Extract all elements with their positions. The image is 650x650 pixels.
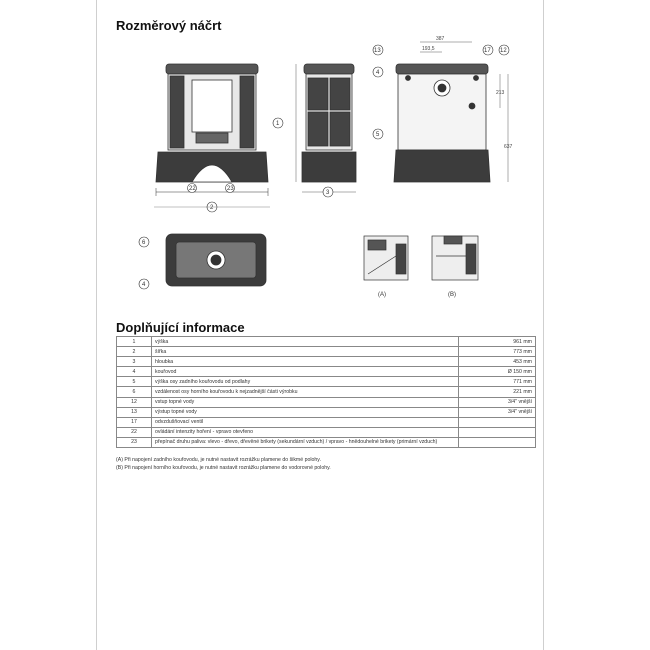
table-cell-value xyxy=(459,437,536,447)
table-cell-num: 3 xyxy=(117,357,152,367)
table-cell-value xyxy=(459,417,536,427)
callout-13-label: 13 xyxy=(374,48,381,54)
table-cell-value: 453 mm xyxy=(459,357,536,367)
table-cell-num: 22 xyxy=(117,427,152,437)
table-cell-desc: výška osy zadního kouřovodu od podlahy xyxy=(152,377,459,387)
dim-637: 637 xyxy=(504,144,513,150)
table-cell-value: 221 mm xyxy=(459,387,536,397)
table-row xyxy=(117,377,536,387)
table-cell-num: 1 xyxy=(117,337,152,347)
table-cell-desc: přepínač druhu paliva: vlevo - dřevo, dřevěné brikety (sekundární vzduch) / vpravo - hnědouhelné brikety (primární vzduch) xyxy=(152,437,459,447)
dim-387: 387 xyxy=(436,36,445,42)
table-cell-value: Ø 150 mm xyxy=(459,367,536,377)
table-cell-desc: hloubka xyxy=(152,357,459,367)
table-cell-num: 2 xyxy=(117,347,152,357)
side-view xyxy=(296,64,356,192)
table-cell-num: 4 xyxy=(117,367,152,377)
table-cell-desc: vzdálenost osy horního kouřovodu k nejzadnější části výrobku xyxy=(152,387,459,397)
table-cell-desc: kouřovod xyxy=(152,367,459,377)
table-cell-num: 23 xyxy=(117,437,152,447)
dim-193: 193,5 xyxy=(422,46,435,52)
table-cell-desc: výstup topné vody xyxy=(152,407,459,417)
table-cell-value: 3/4" vnější xyxy=(459,407,536,417)
table-cell-num: 6 xyxy=(117,387,152,397)
table-cell-desc: vstup topné vody xyxy=(152,397,459,407)
callout-17-label: 17 xyxy=(484,48,491,54)
table-row xyxy=(117,407,536,417)
table-row xyxy=(117,417,536,427)
table-cell-value xyxy=(459,427,536,437)
notes xyxy=(116,456,331,472)
table-cell-value: 3/4" vnější xyxy=(459,397,536,407)
table-row xyxy=(117,387,536,397)
dim-213: 213 xyxy=(496,90,505,96)
front-view xyxy=(156,64,268,196)
dimension-drawings xyxy=(96,30,544,330)
table-cell-value: 961 mm xyxy=(459,337,536,347)
table-row xyxy=(117,357,536,367)
callout-4-top-label: 4 xyxy=(142,282,146,288)
sketch-title: Rozměrový náčrt xyxy=(116,18,222,33)
table-row xyxy=(117,397,536,407)
info-table-body xyxy=(117,337,536,448)
callout-12-label: 12 xyxy=(500,48,507,54)
table-cell-value: 771 mm xyxy=(459,377,536,387)
callout-1-label: 1 xyxy=(276,121,280,127)
callout-4-label: 4 xyxy=(376,70,380,76)
callout-22-label: 22 xyxy=(189,186,196,192)
info-title: Doplňující informace xyxy=(116,320,245,335)
variant-a-drawing xyxy=(364,236,408,280)
callout-2-label: 2 xyxy=(210,205,214,211)
variant-a-label: (A) xyxy=(378,292,386,298)
top-view xyxy=(166,234,266,286)
variant-b-label: (B) xyxy=(448,292,456,298)
table-cell-desc: odvzdušňovací ventil xyxy=(152,417,459,427)
table-row xyxy=(117,367,536,377)
callout-5-label: 5 xyxy=(376,132,380,138)
variant-b-drawing xyxy=(432,236,478,280)
table-row xyxy=(117,427,536,437)
callout-6-label: 6 xyxy=(142,240,146,246)
table-row xyxy=(117,337,536,347)
table-cell-desc: šířka xyxy=(152,347,459,357)
table-row xyxy=(117,347,536,357)
note-b: (B) Při napojení horního kouřovodu, je nutné nastavit rozrážku plamene do vodorovné polohy. xyxy=(116,465,331,471)
table-cell-desc: ovládání intenzity hoření - vpravo otevřeno xyxy=(152,427,459,437)
table-row xyxy=(117,437,536,447)
table-cell-num: 12 xyxy=(117,397,152,407)
table-cell-num: 17 xyxy=(117,417,152,427)
callout-23-label: 23 xyxy=(227,186,234,192)
callout-3-label: 3 xyxy=(326,190,330,196)
info-table xyxy=(116,336,536,448)
table-cell-desc: výška xyxy=(152,337,459,347)
table-cell-value: 773 mm xyxy=(459,347,536,357)
rear-view xyxy=(394,42,508,182)
note-a: (A) Při napojení zadního kouřovodu, je nutné nastavit rozrážku plamene do šikmé polohy. xyxy=(116,457,321,463)
table-cell-num: 5 xyxy=(117,377,152,387)
table-cell-num: 13 xyxy=(117,407,152,417)
